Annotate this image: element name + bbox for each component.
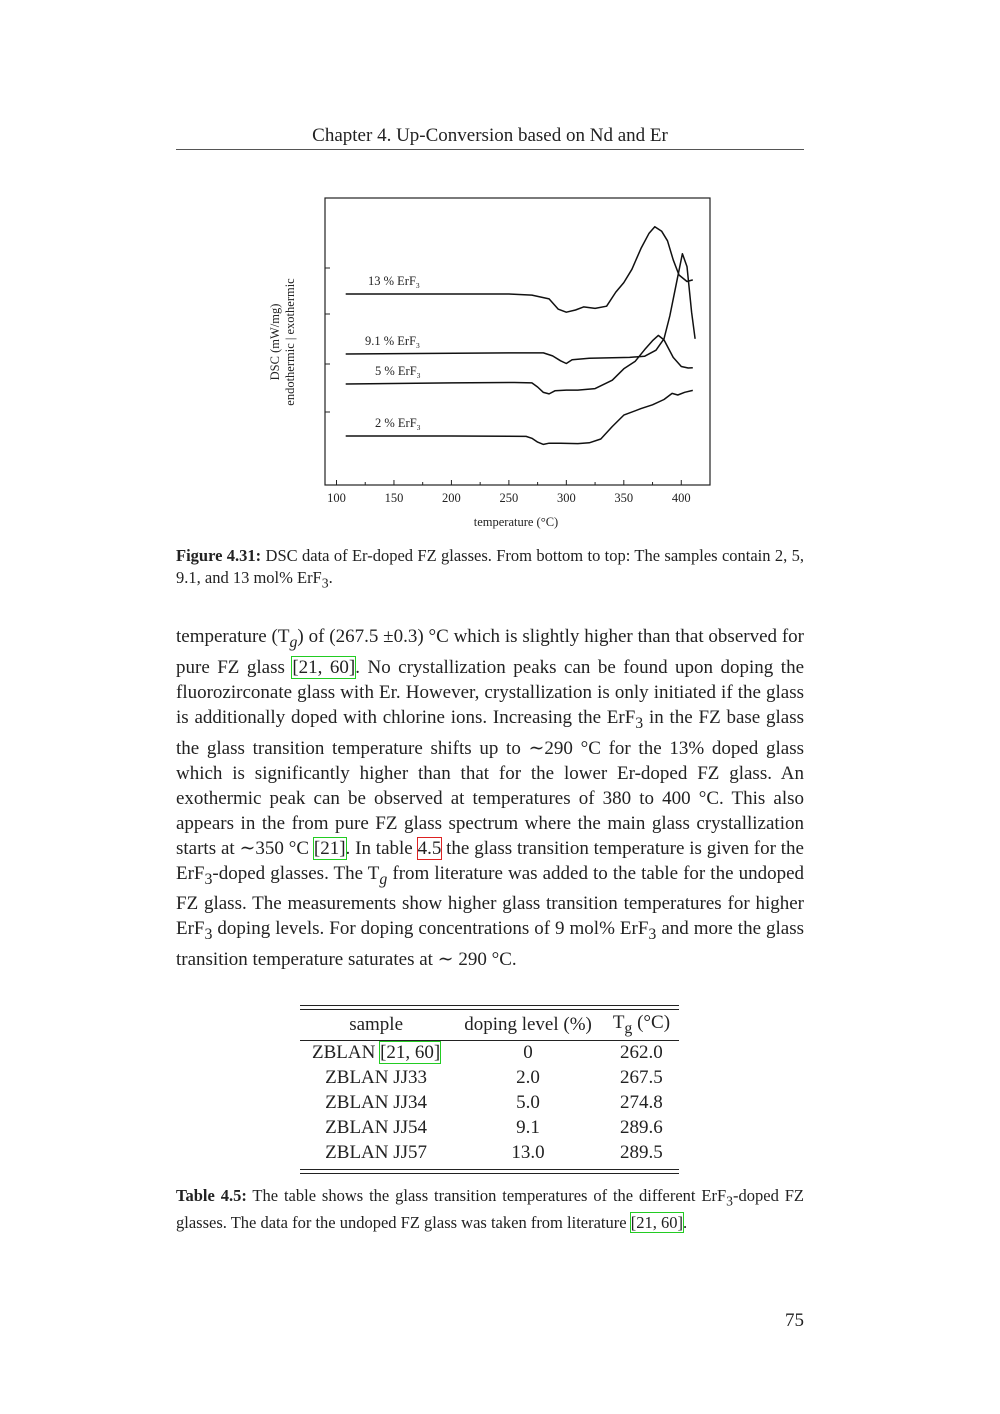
x-tick-label: 350 xyxy=(614,491,634,505)
citation-link[interactable]: [21, 60] xyxy=(380,1042,441,1064)
dsc-curve-4 xyxy=(346,227,693,313)
cell-tg: 274.8 xyxy=(620,1092,663,1114)
table-caption xyxy=(176,1185,804,1234)
cell-doping: 5.0 xyxy=(516,1092,540,1114)
tg-table xyxy=(300,1005,679,1174)
cell-sample: ZBLAN JJ54 xyxy=(325,1117,428,1139)
series-label-4: 13 % ErF$_3$ xyxy=(368,274,420,290)
cell-doping: 9.1 xyxy=(516,1117,540,1139)
table-caption-text: -doped FZ glasses. The data for the undoped FZ glass was taken from literature xyxy=(176,1186,804,1233)
cell-tg: 262.0 xyxy=(620,1042,663,1064)
table-caption-end: . xyxy=(682,1213,688,1233)
figure-caption-sub: 3 xyxy=(321,575,329,591)
body-paragraph xyxy=(176,624,804,972)
dsc-chart xyxy=(255,190,725,535)
cell-sample: ZBLAN JJ34 xyxy=(325,1092,428,1114)
series-label-2: 5 % ErF$_3$ xyxy=(375,364,421,380)
body-text-segment: ) of (267.5 ±0.3) °C which is slightly higher than that observed for pure FZ glass xyxy=(176,626,805,678)
dsc-figure xyxy=(255,190,725,535)
cell-sample xyxy=(300,1040,452,1066)
cell-doping: 13.0 xyxy=(511,1142,545,1164)
body-text-segment: . In table xyxy=(345,837,418,859)
citation-link[interactable]: [21] xyxy=(313,837,346,859)
figure-caption-end: . xyxy=(328,568,333,587)
body-text-segment: from literature was added to the table for the undoped FZ glass. The measurements show higher glass transition temperatures for higher ErF xyxy=(176,862,804,940)
page-number: 75 xyxy=(785,1310,804,1331)
table-row xyxy=(300,1091,679,1116)
cell-tg: 289.6 xyxy=(620,1117,663,1139)
subscript-g: g xyxy=(289,633,298,651)
x-axis-label: temperature (°C) xyxy=(473,515,559,529)
cell-sample: ZBLAN JJ33 xyxy=(325,1067,428,1089)
col-header-tg-unit: (°C) xyxy=(632,1012,671,1033)
table-bottom-rule xyxy=(300,1169,679,1170)
table-row xyxy=(300,1141,679,1166)
cell-sample-text: ZBLAN xyxy=(311,1042,381,1064)
citation-link[interactable]: [21, 60] xyxy=(630,1213,683,1233)
body-text-segment: and more the glass transition temperature saturates at ∼ 290 °C. xyxy=(176,918,804,971)
col-header-tg xyxy=(604,1010,679,1040)
x-tick-label: 300 xyxy=(556,491,576,505)
figure-caption-text: DSC data of Er-doped FZ glasses. From bottom to top: The samples contain 2, 5, 9.1, and 13 mol% ErF xyxy=(176,546,804,587)
series-label-3: 9.1 % ErF$_3$ xyxy=(365,334,420,350)
body-text-segment: . No crystallization peaks can be found upon doping the fluorozirconate glass with Er. However, crystallization is only initiated if the glass is additionally doped with chlorine ions. Increasing the ErF xyxy=(176,656,804,728)
table-caption-sub: 3 xyxy=(726,1193,734,1209)
table-top-rule xyxy=(300,1005,679,1006)
subscript-3: 3 xyxy=(648,926,657,944)
body-text-segment: doping levels. For doping concentrations of 9 mol% ErF xyxy=(212,918,649,940)
x-tick-label: 250 xyxy=(499,491,519,505)
header-rule xyxy=(176,149,804,150)
col-header-tg-symbol: T xyxy=(612,1012,625,1033)
table-caption-label: Table 4.5: xyxy=(176,1186,247,1205)
col-header-tg-sub: g xyxy=(624,1019,633,1037)
body-text-segment: -doped glasses. The T xyxy=(212,862,380,884)
x-tick-label: 200 xyxy=(442,491,461,505)
col-header-sample: sample xyxy=(300,1010,452,1040)
table-row xyxy=(300,1040,679,1066)
series-label-1: 2 % ErF$_3$ xyxy=(375,416,421,432)
cell-sample: ZBLAN JJ57 xyxy=(325,1142,428,1164)
table-bottom-rule-2 xyxy=(300,1173,679,1174)
table-row xyxy=(300,1066,679,1091)
page-header: Chapter 4. Up-Conversion based on Nd and Er xyxy=(312,125,668,146)
table-ref-link[interactable]: 4.5 xyxy=(417,837,442,859)
table-caption-text: The table shows the glass transition temperatures of the different ErF xyxy=(246,1186,727,1205)
x-tick-label: 150 xyxy=(384,491,404,505)
subscript-3: 3 xyxy=(204,926,213,944)
table-row xyxy=(300,1116,679,1141)
body-text-segment: in the FZ base glass the glass transition temperature shifts up to ∼290 °C for the 13% doped glass which is significantly higher than that for the lower Er-doped FZ glass. An exothermic peak can be observed at temperatures of 380 to 400 °C. This also appears in the from pure FZ glass spectrum where the main glass crystallization starts at ∼350 °C xyxy=(176,706,804,859)
x-tick-label: 400 xyxy=(671,491,691,505)
subscript-3: 3 xyxy=(204,870,213,888)
citation-link[interactable]: [21, 60] xyxy=(292,656,356,678)
cell-tg: 267.5 xyxy=(620,1067,663,1089)
cell-doping: 2.0 xyxy=(516,1067,540,1089)
body-text-segment: the glass transition temperature is given for the ErF xyxy=(176,837,804,884)
x-tick-label: 100 xyxy=(327,491,346,505)
cell-doping: 0 xyxy=(523,1042,533,1064)
col-header-doping: doping level (%) xyxy=(452,1010,604,1040)
y-axis-label-line2: endothermic | exothermic xyxy=(283,278,297,406)
cell-tg: 289.5 xyxy=(620,1142,663,1164)
figure-caption-label: Figure 4.31: xyxy=(176,546,262,565)
subscript-g: g xyxy=(379,870,388,888)
body-text-segment: temperature (T xyxy=(176,626,290,647)
figure-caption xyxy=(176,545,804,594)
y-axis-label-line1: DSC (mW/mg) xyxy=(268,303,282,381)
table-header-row xyxy=(300,1010,679,1040)
subscript-3: 3 xyxy=(635,714,644,732)
